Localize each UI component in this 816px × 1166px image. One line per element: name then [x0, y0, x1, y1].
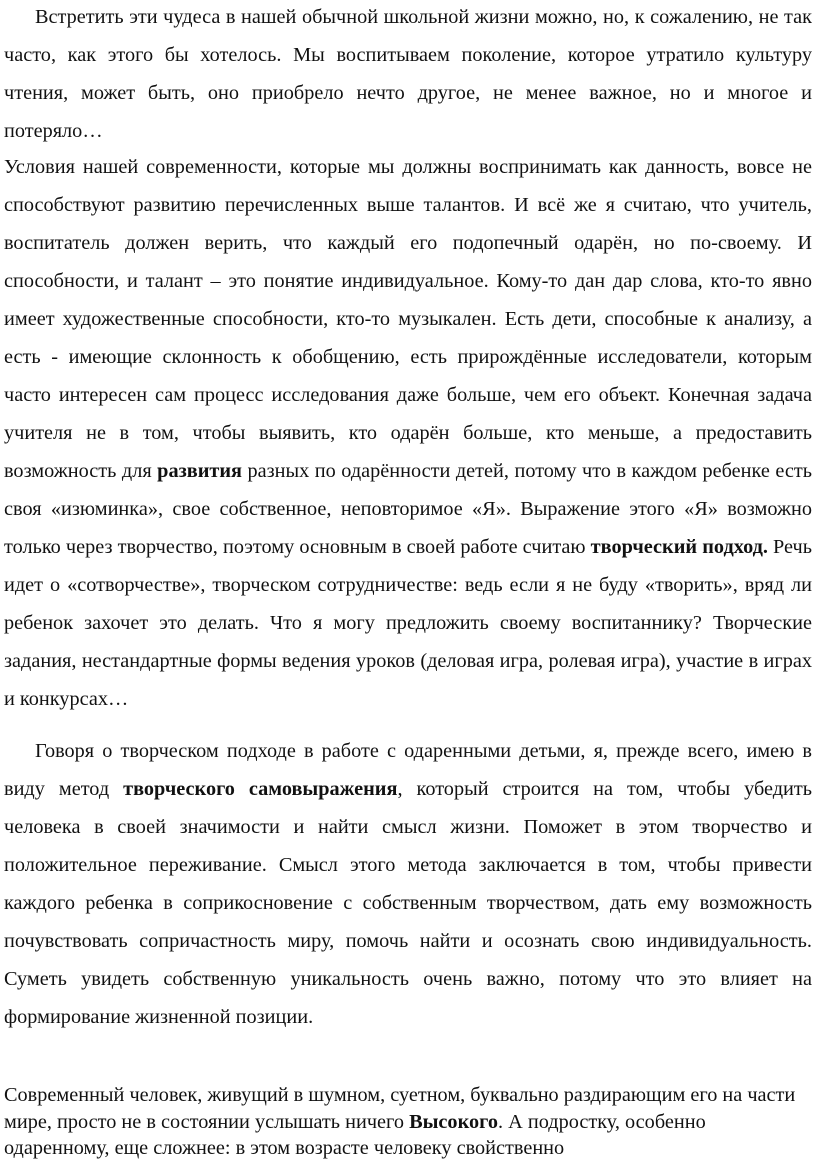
paragraph-text: Условия нашей современности, которые мы должны воспринимать как данность, вовсе не способствуют развитию перечисленных выше талантов. И всё же я считаю, что учитель, воспитатель должен верить, что каждый его подопечный одарён, но по-своему. И способности, и талант – это понятие индивидуальное. Кому-то дан дар слова, кто-то явно имеет художественные способности, кто-то музыкален. Есть дети, способные к анализу, а есть - имеющие склонность к обобщению, есть прирождённые исследователи, которым часто интересен сам процесс исследования даже больше, чем его объект. Конечная задача учителя не в том, чтобы выявить, кто одарён больше, кто меньше, а предоставить возможность для — [4, 156, 812, 482]
paragraph-text: разных по одарённости детей, потому что в каждом ребенке есть своя «изюминка», свое собственное, неповторимое «Я». Выражение этого «Я» возможно только через творчество, поэтому основным в своей работе считаю — [4, 460, 812, 558]
bold-term-development: развития — [157, 460, 243, 482]
bold-term-self-expression: творческого самовыражения — [123, 778, 398, 800]
paragraph-modern-conditions — [4, 148, 812, 718]
paragraph-modern-person — [4, 1082, 804, 1162]
bold-term-creative-approach: творческий подход. — [590, 536, 768, 558]
paragraph-creative-method — [4, 732, 812, 1036]
paragraph-text: Речь идет о «сотворчестве», творческом сотрудничестве: ведь если я не буду «творить», вряд ли ребенок захочет это делать. Что я могу предложить своему воспитаннику? Творческие задания, нестандартные формы ведения уроков (деловая игра, ролевая игра), участие в играх и конкурсах… — [4, 536, 812, 710]
paragraph-text: . А подростку, особенно одаренному, еще сложнее: в этом возрасте человеку свойственно — [4, 1110, 706, 1159]
paragraph-text: Встретить эти чудеса в нашей обычной школьной жизни можно, но, к сожалению, не так часто, как этого бы хотелось. Мы воспитываем поколение, которое утратило культуру чтения, может быть, оно приобрело нечто другое, не менее важное, но и многое и потеряло… — [4, 6, 812, 142]
paragraph-text: , который строится на том, чтобы убедить человека в своей значимости и найти смысл жизни. Поможет в этом творчество и положительное переживание. Смысл этого метода заключается в том, чтобы привести каждого ребенка в соприкосновение с собственным творчеством, дать ему возможность почувствовать сопричастность миру, помочь найти и осознать свою индивидуальность. Суметь увидеть собственную уникальность очень важно, потому что это влияет на формирование жизненной позиции. — [4, 778, 813, 1028]
bold-term-high: Высокого — [409, 1110, 498, 1133]
paragraph-text: Говоря о творческом подходе в работе с одаренными детьми, я, прежде всего, имею в виду метод — [4, 740, 812, 800]
paragraph-wonders — [4, 0, 812, 150]
paragraph-text: Современный человек, живущий в шумном, суетном, буквально раздирающим его на части мире, просто не в состоянии услышать ничего — [4, 1084, 796, 1133]
